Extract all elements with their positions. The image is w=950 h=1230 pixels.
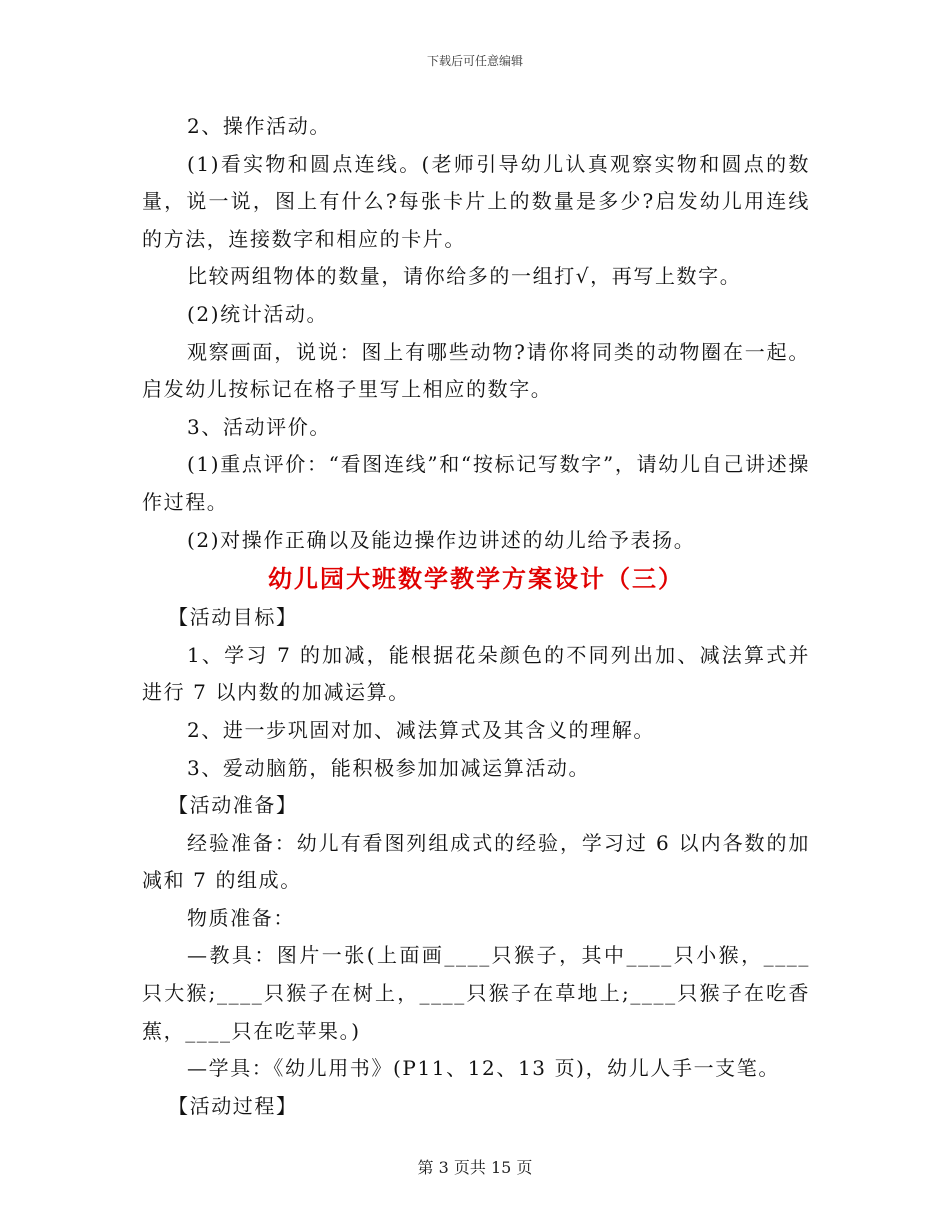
paragraph: 2、进一步巩固对加、减法算式及其含义的理解。 [187,717,655,742]
section-heading: 【活动准备】 [168,793,298,818]
paragraph: 比较两组物体的数量，请你给多的一组打√，再写上数字。 [187,264,742,289]
paragraph: 经验准备：幼儿有看图列组成式的经验，学习过 6 以内各数的加减和 7 的组成。 [142,830,810,893]
page-header: 下载后可任意编辑 [426,54,523,68]
paragraph: (2)统计活动。 [187,301,329,326]
paragraph: (1)看实物和圆点连线。(老师引导幼儿认真观察实物和圆点的数量，说一说，图上有什么?每张卡片上的数量是多少?启发幼儿用连线的方法，连接数字和相应的卡片。 [142,151,810,251]
paragraph: 物质准备： [187,905,295,930]
section-title: 幼儿园大班数学教学方案设计（三） [268,564,684,594]
paragraph: 2、操作活动。 [187,114,331,138]
section-heading: 【活动目标】 [168,605,298,630]
document-body [142,108,810,1125]
paragraph: 3、爱动脑筋，能积极参加加减运算活动。 [187,755,591,780]
page-footer: 第 3 页共 15 页 [417,1158,533,1177]
paragraph: 观察画面，说说：图上有哪些动物?请你将同类的动物圈在一起。启发幼儿按标记在格子里写上相应的数字。 [142,339,810,402]
section-heading: 【活动过程】 [168,1093,298,1118]
paragraph: (1)重点评价：“看图连线”和“按标记写数字”，请幼儿自己讲述操作过程。 [142,452,810,514]
paragraph: —学具：《幼儿用书》(P11、12、13 页)，幼儿人手一支笔。 [187,1056,780,1081]
paragraph: 1、学习 7 的加减，能根据花朵颜色的不同列出加、减法算式并进行 7 以内数的加减运算。 [142,642,810,705]
paragraph: (2)对操作正确以及能边操作边讲述的幼儿给予表扬。 [187,527,696,552]
paragraph: —教具：图片一张(上面画____只猴子，其中____只小猴，____只大猴;____只猴子在树上，____只猴子在草地上;____只猴子在吃香蕉，____只在吃苹果。) [142,943,810,1043]
paragraph: 3、活动评价。 [187,414,331,439]
